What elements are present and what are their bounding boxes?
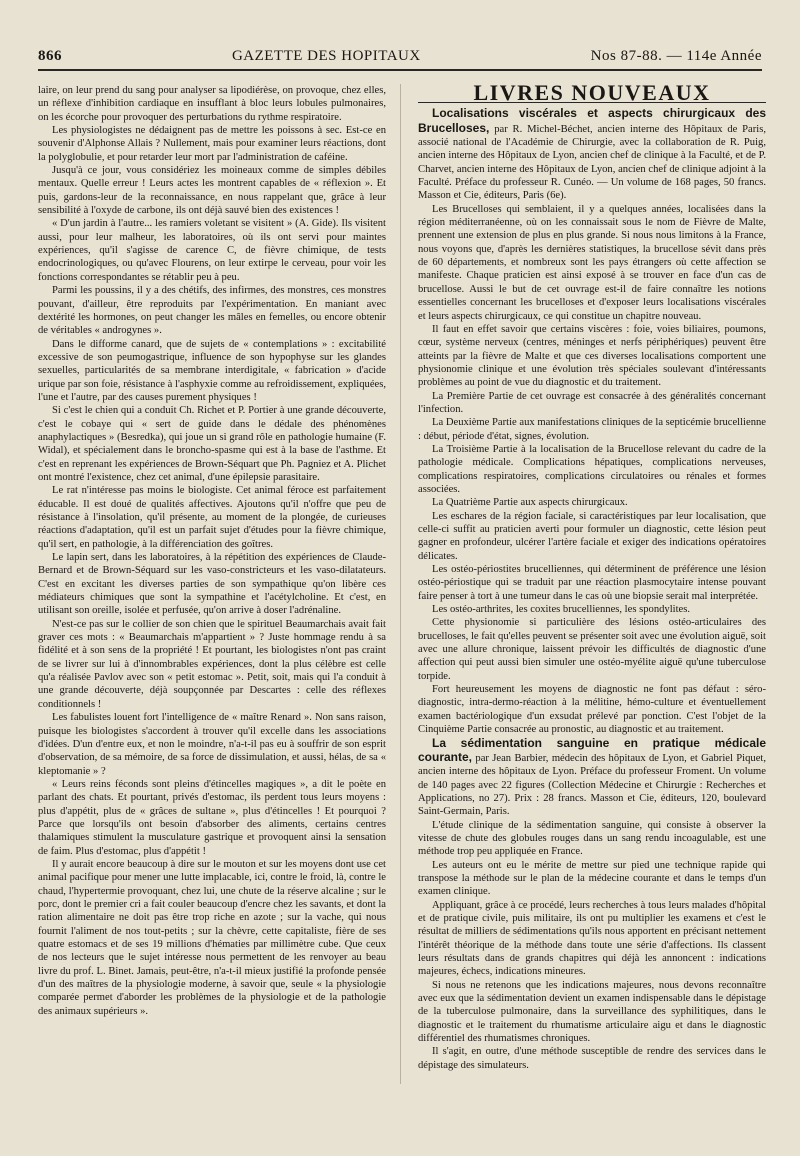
review-details: par R. Michel-Béchet, ancien interne des Hôpitaux de Paris, associé national de l'Académie de Chirurgie, avec la collaboration de R. Puig, ancien interne des Hôpitaux de Lyon, ancien chef de clinique à la Faculté, et de P. Charvet, ancien interne des Hôpitaux de Lyon, ancien chef de clinique adjoint à la Faculté. Préface du professeur R. Cunéo. — Un volume de 168 pages, 50 francs. Masson et Cie, éditeurs, Paris (6e). <box>418 123 766 202</box>
review-paragraph: Les eschares de la région faciale, si caractéristiques par leur localisation, que celle-ci suffit au praticien averti pour formuler un diagnostic, cette lésion peut gagner en profondeur, ulcérer l'artère faciale et exiger des indications opératoires délicates. <box>418 510 766 562</box>
left-column <box>38 84 386 1018</box>
review-paragraph: La Quatrième Partie aux aspects chirurgicaux. <box>432 497 628 509</box>
review-title: Localisations viscérales et aspects chirurgicaux des Brucelloses, <box>418 106 766 135</box>
left-paragraph: Il y aurait encore beaucoup à dire sur le mouton et sur les moyens dont use cet animal pacifique pour mener une lutte implacable, ici, contre le froid, là, contre le chaud, l'hypertermie provoquant, chez lui, une chute de la réserve alcaline ; sur le porc, dont le premier cri a fait couler beaucoup d'encre chez les savants, et dont la ration alimentaire ne doit pas être trop riche en azote ; sur la vache, qui nous fournit l'aliment de nos tout-petits ; sur la chèvre, cette capitaliste, fière de ses quatre estomacs et de ses 19 millions d'hématies par millimètre cube. Que ceux de nos lecteurs que le sujet intéresse nous permettent de les renvoyer au beau livre du prof. L. Binet. Jamais, peut-être, n'a-t-il mieux justifié la profonde pensée d'un des maîtres de la physiologie moderne, à savoir que, seule « la physiologie comparée permet d'aborder les problèmes de la physiologie et de la pathologie des animaux supérieurs ». <box>38 858 386 1017</box>
left-paragraph: Parmi les poussins, il y a des chétifs, des infirmes, des monstres, ces monstres pouvant, d'ailleur, être reproduits par l'expérimentation. En maniant avec dextérité les hormones, on peut changer les mâles en femelles, ou encore obtenir de véritables « androgynes ». <box>38 285 386 337</box>
page-header <box>38 48 762 71</box>
review-heading <box>418 737 766 819</box>
review-paragraph: La Troisième Partie à la localisation de la Brucellose relevant du cadre de la pathologie médicale. Complications hépatiques, complications nerveuses, complications respiratoires, complications circulatoires ou rénales et formes associées. <box>418 443 766 495</box>
review-paragraph: Les ostéo-arthrites, les coxites brucelliennes, les spondylites. <box>432 604 691 616</box>
review-paragraph: Il faut en effet savoir que certains viscères : foie, voies biliaires, poumons, cœur, système nerveux (centres, méninges et nerfs périphériques) peuvent être atteints par la fièvre de Malte et que ces diverses localisations comportent une physionomie clinique et une évolution très spéciales soulevant d'intéressants problèmes au point de vue du diagnostic et du traitement. <box>418 323 766 389</box>
left-paragraph: « Leurs reins féconds sont pleins d'étincelles magiques », a dit le poète en parlant des chats. Et pourtant, privés d'estomac, ils perdent tous leurs moyens : plus d'appétit, plus de « grâces de sultane », plus d'étincelles ! Et pourquoi ? Parce que lorsqu'ils ont besoin d'absorber des aliments, certains centres thalamiques stimulent la musculature gastrique et provoquent ainsi la sensation de faim. Plus d'estomac, plus d'appétit ! <box>38 778 386 857</box>
review-paragraph: Les auteurs ont eu le mérite de mettre sur pied une technique rapide qui transpose la méthode sur le plan de la médecine courante et dans le temps d'un examen clinique. <box>418 859 766 898</box>
review-paragraph: Appliquant, grâce à ce procédé, leurs recherches à tous leurs malades d'hôpital et de pratique civile, puis militaire, ils ont pu multiplier les examens et c'est le résultat de milliers de sédimentations qu'ils nous apportent en précisant nettement l'intérêt théorique de la méthode dans toute une série d'affections. Ils classent leurs résultats dans de grands chapitres qui déjà les annoncent : indications majeures, échecs, indications mineures. <box>418 899 766 978</box>
review-title: La sédimentation sanguine en pratique médicale courante, <box>418 735 766 764</box>
review-paragraph: La Deuxième Partie aux manifestations cliniques de la septicémie brucellienne : début, période d'état, signes, évolution. <box>418 417 766 442</box>
review-paragraph: Les Brucelloses qui semblaient, il y a quelques années, localisées dans la région méditerranéenne, où on les connaissait sous le nom de Fièvre de Malte, prennent une extension de plus en plus grande. Si nous nous limitons à la France, nous voyons que, d'après les dernières statistiques, la brucellose sévit dans près de 60 départements, et nombreux sont les pays étrangers où cette affection se manifeste. Chaque praticien est ainsi exposé à se trouver en face d'un cas de brucellose. Aussi le but de cet ouvrage est-il de faire connaître les notions essentielles concernant les brucelloses et d'exposer leurs localisations viscérales et leurs aspects chirurgicaux, ce qui constitue un chapitre nouveau. <box>418 203 766 322</box>
review-paragraph: Cette physionomie si particulière des lésions ostéo-articulaires des brucelloses, le fait qu'elles peuvent se présenter soit avec une évolution aiguë, soit avec une allure chronique, laissent prévoir les difficultés de diagnostic d'une affection qui peut aussi bien simuler une ostéo-myélite aiguë qu'une tuberculose torpide. <box>418 617 766 682</box>
right-column <box>418 80 766 1072</box>
left-paragraph: Le lapin sert, dans les laboratoires, à la répétition des expériences de Claude-Bernard et de Brown-Séquard sur les vaso-constricteurs et les vaso-dilatateurs. C'est en excitant les diverses parties de son sympathique qu'on libère ces médiateurs chimiques que sont la sympathine et l'acétylcholine. Et c'est, en utilisant son oreille, isolée et perfusée, qu'on arrive à doser l'adrénaline. <box>38 552 386 617</box>
left-paragraph: Jusqu'à ce jour, vous considériez les moineaux comme de simples débiles mentaux. Quelle erreur ! Leurs actes les montrent capables de « réflexion ». Et puis, gardons-leur de la reconnaissance, en nous rappelant que, grâce à leur sensibilité à l'oxyde de carbone, ils ont déjà sauvé bien des existences ! <box>38 165 386 217</box>
journal-title: GAZETTE DES HOPITAUX <box>231 48 421 64</box>
left-paragraph: Si c'est le chien qui a conduit Ch. Richet et P. Portier à une grande découverte, c'est le cobaye qui « sert de guide dans le dédale des phénomènes anaphylactiques » (Besredka), qui joue un si grand rôle en pathologie humaine (F. Widal), et spécialement dans le broncho-spasme qui est à la base de l'asthme. Et c'est en reprenant les expériences de Brown-Séquart que Ph. Pagniez et A. Plichet ont montré l'existence, chez cet animal, d'une épilepsie parasitaire. <box>38 405 386 483</box>
reviews-container <box>418 107 766 1072</box>
review-paragraph: Si nous ne retenons que les indications majeures, nous devons reconnaître avec eux que la sédimentation devient un examen indispensable dans le dépistage de la tuberculose pulmonaire, dans la surveillance des syphilitiques, dans le diagnostic et le traitement du rhumatisme articulaire aigu et dans le diagnostic différentiel des rhumatismes chroniques. <box>418 979 766 1045</box>
left-paragraph: N'est-ce pas sur le collier de son chien que le spirituel Beaumarchais avait fait graver ces mots : « Beaumarchais m'appartient » ? Juste hommage rendu à sa fidélité et à son sens de la propriété ! Et pourtant, les biologistes n'ont pas craint de se livrer sur lui à d'innombrables expériences, dont la plus célèbre est celle qu'a réalisée Pavlov avec son « petit estomac ». Petit, soit, mais qui l'a conduit à une grande découverte, déjà soupçonnée par Descartes : celle des réflexes conditionnels ! <box>38 618 386 710</box>
left-paragraph: Le rat n'intéresse pas moins le biologiste. Cet animal féroce est parfaitement éducable. Il est doué de qualités affectives. Ajoutons qu'il n'offre que peu de résistance à l'insolation, qu'il présente, au moment de la plongée, de curieuses réactions d'adaptation, qu'il est un parfait sujet d'études pour la fièvre chimique, qu'il sert, en pathologie, à la différenciation des goîtres. <box>38 485 386 550</box>
section-title: LIVRES NOUVEAUX <box>418 86 766 103</box>
left-paragraph: Les fabulistes louent fort l'intelligence de « maître Renard ». Non sans raison, puisque les biologistes s'accordent à trouver qu'il excelle dans les associations d'idées. D'un d'entre eux, et non le moindre, n'a-t-il pas eu à souffrir de son esprit d'observation, de sa mémoire, de sa force de dissimulation, et aussi, hélas, de sa « kleptomanie » ? <box>38 712 386 777</box>
review-heading <box>418 107 766 202</box>
left-paragraph: Les physiologistes ne dédaignent pas de mettre les poissons à sec. Est-ce en souvenir d'Alphonse Allais ? Nullement, mais pour examiner leurs réactions, dont la polyglobulie, et pour retarder leur mort par l'administration de caféine. <box>38 125 386 163</box>
review-paragraph: Il s'agit, en outre, d'une méthode susceptible de rendre des services dans le dépistage des simulateurs. <box>418 1046 766 1071</box>
issue-info: Nos 87-88. — 114e Année <box>590 48 762 64</box>
review-paragraph: L'étude clinique de la sédimentation sanguine, qui consiste à observer la vitesse de chute des globules rouges dans un sang rendu incoagulable, est une méthode trop peu appliquée en France. <box>418 819 766 858</box>
review-paragraph: Fort heureusement les moyens de diagnostic ne font pas défaut : séro-diagnostic, intra-dermo-réaction à la mélitine, hémo-culture et éventuellement examen bactériologique d'un exsudat prélevé par ponction. C'est l'objet de la Cinquième Partie consacrée au pronostic, au diagnostic et au traitement. <box>418 684 766 736</box>
left-paragraph: Dans le difforme canard, que de sujets de « contemplations » : excitabilité excessive de son peumogastrique, influence de son hypophyse sur les glandes sexuelles, particularités de sa membrane interdigitale, « fabrication » d'acide urique par son foie, résistance à l'asphyxie comme au refroidissement, expliquées, l'une et l'autre, par des causes purement physiques ! <box>38 338 386 403</box>
review-details: par Jean Barbier, médecin des hôpitaux de Lyon, et Gabriel Piquet, ancien interne des hôpitaux de Lyon. Préface du professeur Froment. Un volume de 140 pages avec 22 figures (Collection Médecine et Chirurgie : Recherches et Applications, no 27). Prix : 28 francs. Masson et Cie, éditeurs, 120, boulevard Saint-Germain, Paris. <box>418 752 766 818</box>
review-paragraph: La Première Partie de cet ouvrage est consacrée à des généralités concernant l'infection. <box>418 390 766 415</box>
review-paragraph: Les ostéo-périostites brucelliennes, qui déterminent de préférence une lésion ostéo-périostique qui se traduit par une réaction plasmocytaire intense pouvant faire penser à tort à une tumeur dans le cas où une biopsie serait mal interprétée. <box>418 564 766 602</box>
column-divider <box>400 84 401 1084</box>
page-number: 866 <box>38 48 62 64</box>
left-paragraph: « D'un jardin à l'autre... les ramiers voletant se visitent » (A. Gide). Ils visitent aussi, pour leur malheur, les laboratoires, où ils ont servi pour maintes expériences, qu'il s'agisse de carence C, de fièvre chimique, de tests endocrinologiques, ou qu'avec Flourens, on leur extirpe le cerveau, pour voir les fonctions correspondantes se rétablir peu à peu. <box>38 218 386 283</box>
left-paragraph: laire, on leur prend du sang pour analyser sa lipodiérèse, on provoque, chez elles, un réflexe d'inhibition cardiaque en insufflant à bloc leurs lobules pulmonaires, on les écorche pour provoquer des perturbations du rythme respiratoire. <box>38 85 386 123</box>
